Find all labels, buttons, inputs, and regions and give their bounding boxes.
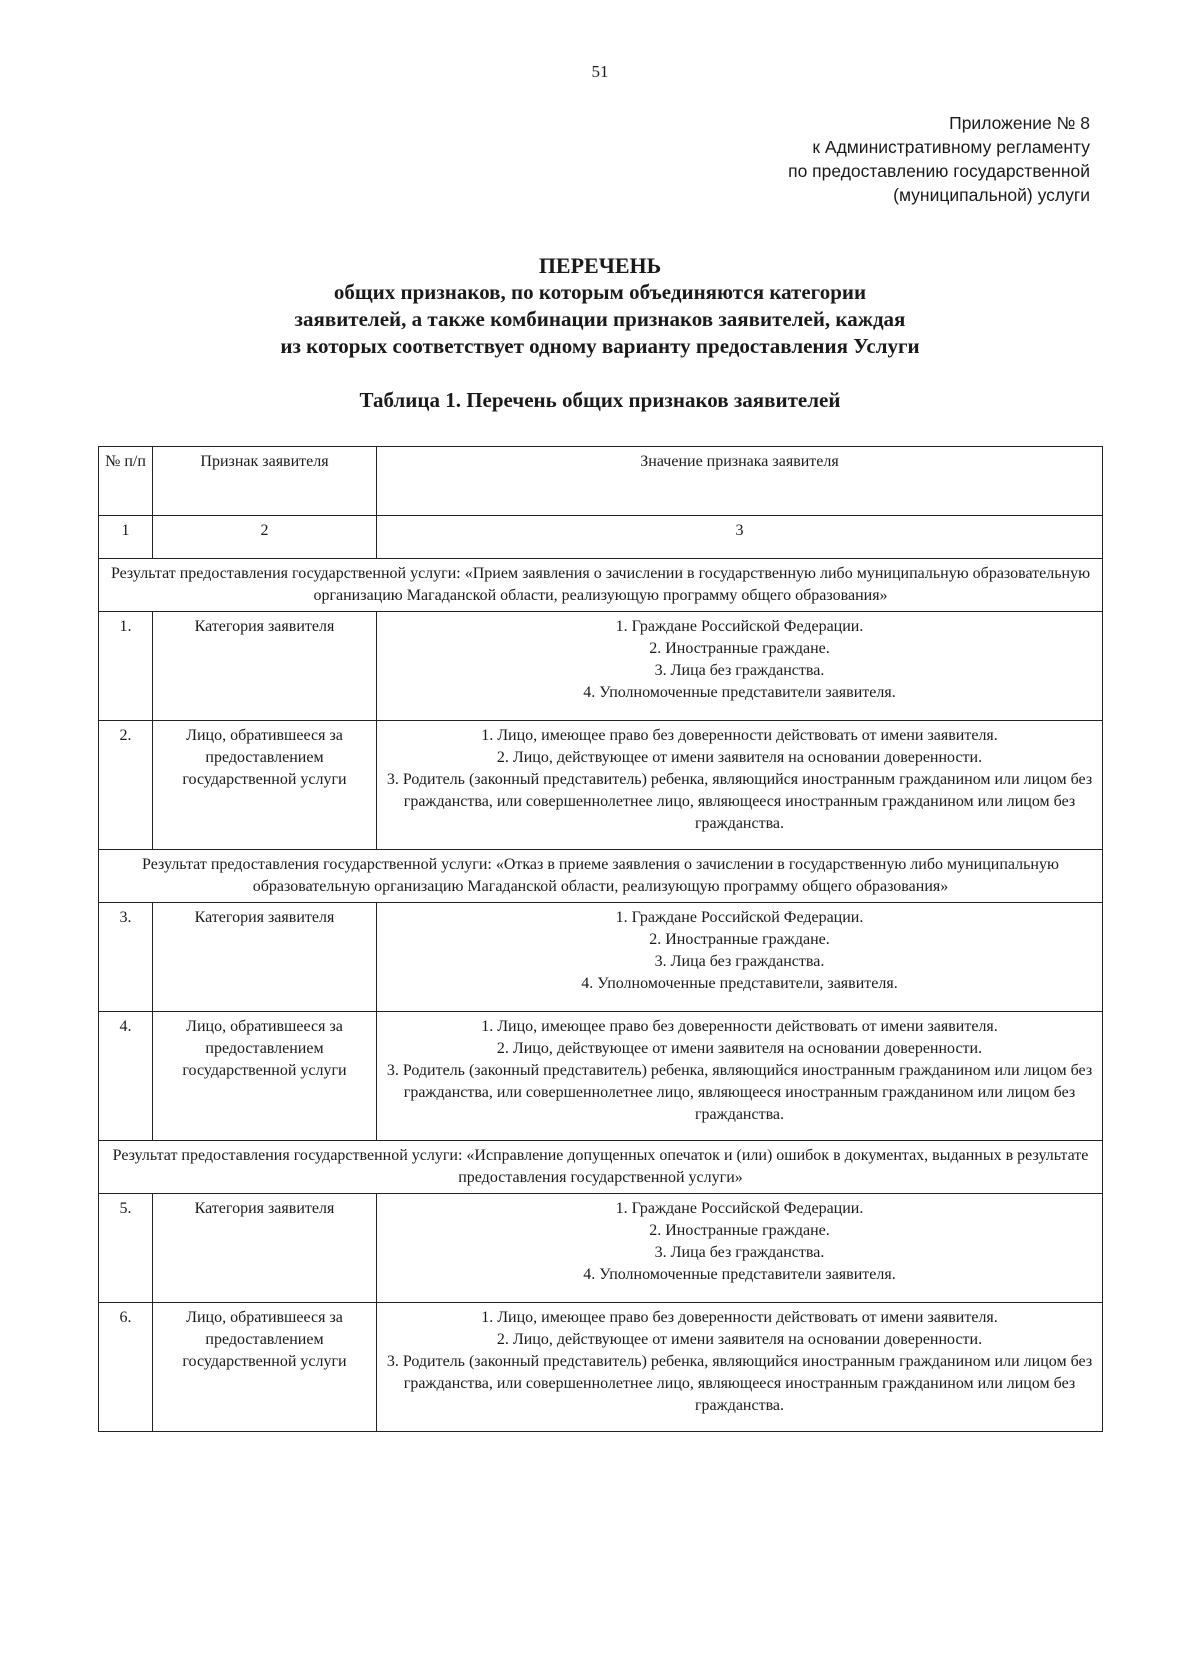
section-result-row [99,1141,1103,1194]
row-values [377,1012,1103,1141]
value-item: 4. Уполномоченные представители заявителя. [583,684,896,701]
row-values [377,1194,1103,1303]
row-sign: Категория заявителя [153,1194,377,1303]
row-values [377,612,1103,721]
row-sign: Категория заявителя [153,612,377,721]
header-sign: Признак заявителя [153,447,377,516]
value-item: 2. Иностранные граждане. [649,640,830,657]
table-header-row [99,447,1103,516]
value-item: 3. Родитель (законный представитель) ребенка, являющийся иностранным гражданином или лицом без гражданства, или совершеннолетнее лицо, являющееся иностранным гражданином или лицом без гражданства. [386,1062,1093,1123]
table-caption: Таблица 1. Перечень общих признаков заявителей [359,388,841,412]
value-item: 1. Лицо, имеющее право без доверенности действовать от имени заявителя. [481,727,998,744]
value-item: 3. Лица без гражданства. [654,662,825,679]
title-line-3: заявителей, а также комбинации признаков заявителей, каждая [294,307,906,331]
table-row [99,1194,1103,1303]
value-item: 1. Лицо, имеющее право без доверенности действовать от имени заявителя. [481,1018,998,1035]
value-item: 2. Лицо, действующее от имени заявителя на основании доверенности. [496,1331,983,1348]
value-item: 1. Граждане Российской Федерации. [615,1200,864,1217]
appendix-line-3: по предоставлению государственной [788,161,1090,181]
table-row [99,1303,1103,1432]
value-item: 1. Граждане Российской Федерации. [615,618,864,635]
document-title [0,252,1200,360]
table-row [99,721,1103,850]
index-2: 2 [153,516,377,559]
value-item: 1. Граждане Российской Федерации. [615,909,864,926]
page-number: 51 [591,62,609,81]
row-values [377,903,1103,1012]
index-3: 3 [377,516,1103,559]
table-row [99,903,1103,1012]
row-number: 1. [99,612,153,721]
header-value: Значение признака заявителя [377,447,1103,516]
table-row [99,1012,1103,1141]
index-1: 1 [99,516,153,559]
value-item: 4. Уполномоченные представители заявителя. [583,1266,896,1283]
title-main: ПЕРЕЧЕНЬ [538,253,662,278]
row-number: 4. [99,1012,153,1141]
row-sign: Категория заявителя [153,903,377,1012]
row-sign: Лицо, обратившееся за предоставлением государственной услуги [153,1303,377,1432]
appendix-line-1: Приложение № 8 [949,113,1090,133]
value-item: 3. Лица без гражданства. [654,1244,825,1261]
value-item: 3. Родитель (законный представитель) ребенка, являющийся иностранным гражданином или лицом без гражданства, или совершеннолетнее лицо, являющееся иностранным гражданином или лицом без гражданства. [386,1353,1093,1414]
applicant-signs-table [98,446,1103,1432]
value-item: 1. Лицо, имеющее право без доверенности действовать от имени заявителя. [481,1309,998,1326]
row-sign: Лицо, обратившееся за предоставлением государственной услуги [153,721,377,850]
row-number: 6. [99,1303,153,1432]
row-number: 2. [99,721,153,850]
appendix-line-4: (муниципальной) услуги [893,185,1090,205]
header-num: № п/п [99,447,153,516]
value-item: 4. Уполномоченные представители, заявителя. [581,975,898,992]
value-item: 3. Родитель (законный представитель) ребенка, являющийся иностранным гражданином или лицом без гражданства, или совершеннолетнее лицо, являющееся иностранным гражданином или лицом без гражданства. [386,771,1093,832]
value-item: 2. Иностранные граждане. [649,1222,830,1239]
table-index-row [99,516,1103,559]
value-item: 2. Иностранные граждане. [649,931,830,948]
title-line-2: общих признаков, по которым объединяются категории [333,280,867,304]
value-item: 2. Лицо, действующее от имени заявителя на основании доверенности. [496,1040,983,1057]
value-item: 2. Лицо, действующее от имени заявителя на основании доверенности. [496,749,983,766]
row-number: 3. [99,903,153,1012]
value-item: 3. Лица без гражданства. [654,953,825,970]
section-result-row [99,559,1103,612]
table-row [99,612,1103,721]
row-sign: Лицо, обратившееся за предоставлением государственной услуги [153,1012,377,1141]
section-result-text: Результат предоставления государственной услуги: «Прием заявления о зачислении в государственную либо муниципальную образовательную организацию Магаданской области, реализующую программу общего образования» [99,559,1103,612]
appendix-note [788,111,1090,207]
title-line-4: из которых соответствует одному варианту предоставления Услуги [280,334,920,358]
section-result-row [99,850,1103,903]
section-result-text: Результат предоставления государственной услуги: «Отказ в приеме заявления о зачислении в государственную либо муниципальную образовательную организацию Магаданской области, реализующую программу общего образования» [99,850,1103,903]
section-result-text: Результат предоставления государственной услуги: «Исправление допущенных опечаток и (или) ошибок в документах, выданных в результате предоставления государственной услуги» [99,1141,1103,1194]
row-values [377,1303,1103,1432]
row-values [377,721,1103,850]
appendix-line-2: к Административному регламенту [812,137,1090,157]
row-number: 5. [99,1194,153,1303]
